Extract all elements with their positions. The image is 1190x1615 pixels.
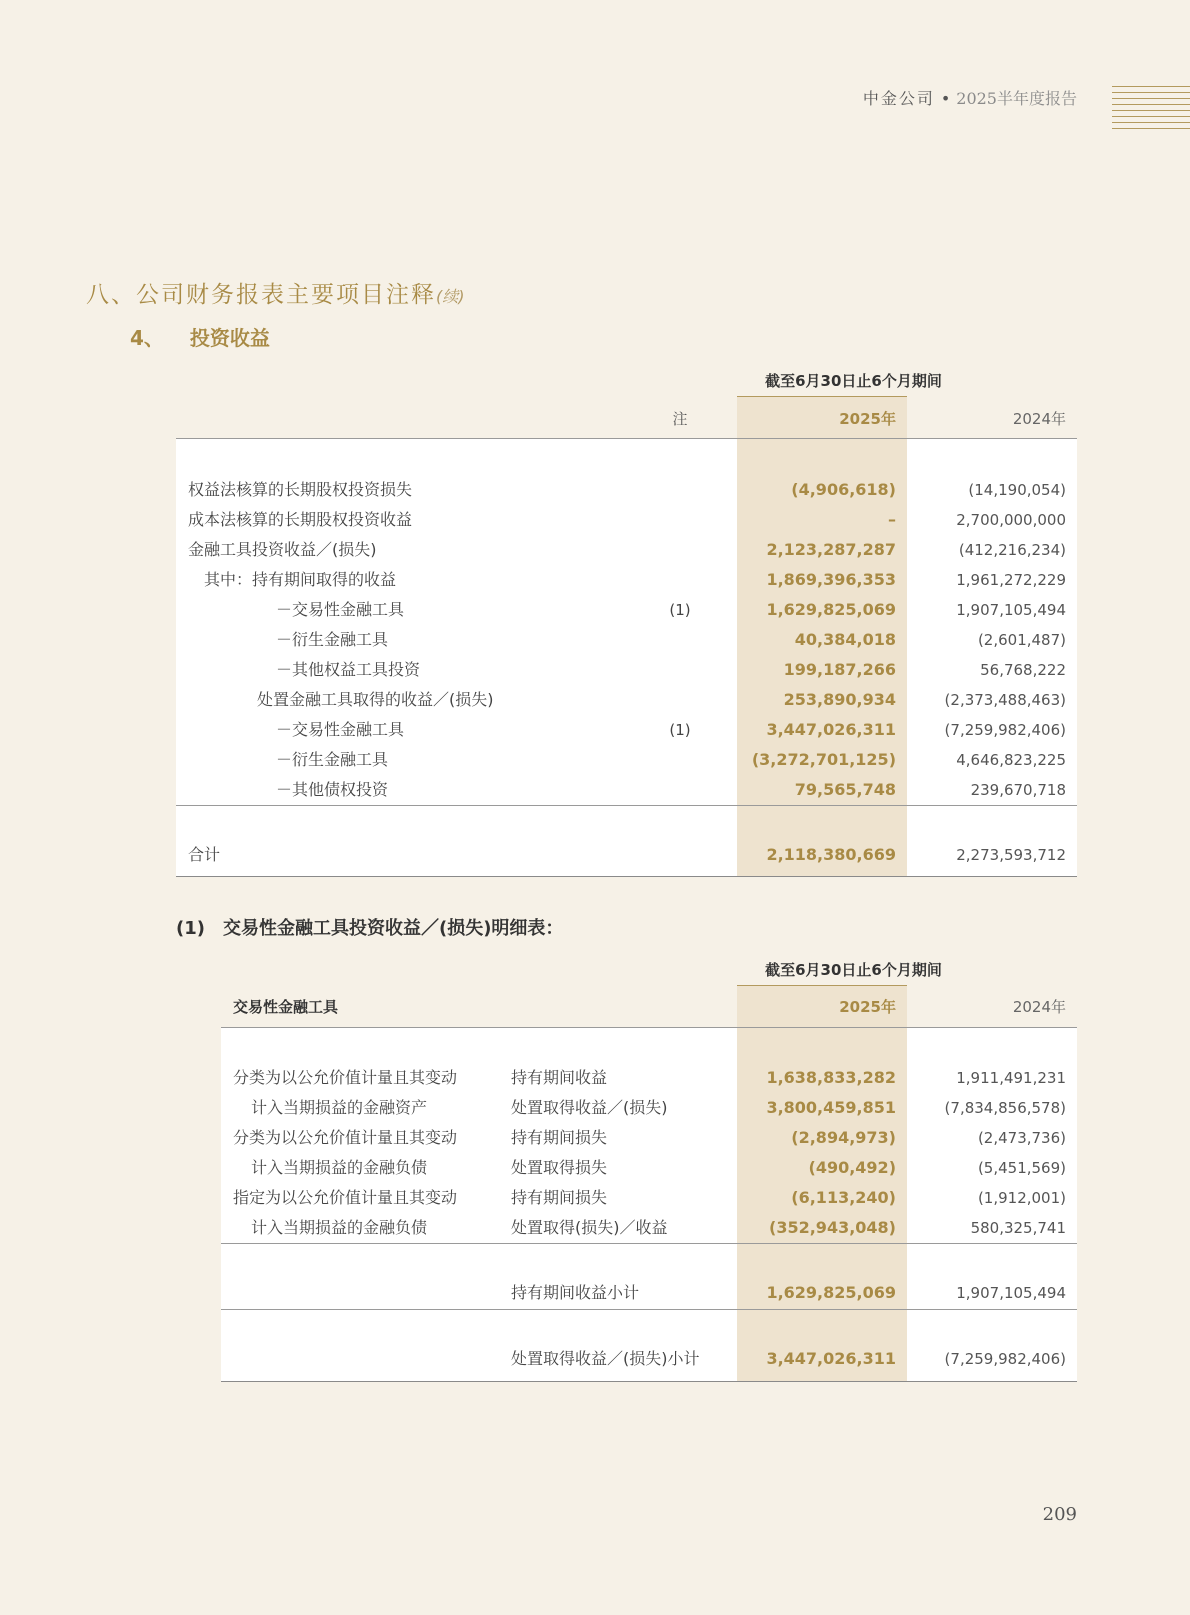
- row-label: 其中：持有期间取得的收益: [204, 570, 397, 589]
- row-value-2024: (1,912,001): [977, 1189, 1066, 1207]
- subtotal1-2024: 1,907,105,494: [956, 1284, 1066, 1302]
- table-row: [0, 775, 1190, 805]
- row-item: 持有期间收益: [511, 1068, 608, 1087]
- table-row: [0, 565, 1190, 595]
- subsection-number: 4、: [130, 326, 164, 350]
- table1-total-rule: [176, 805, 1077, 806]
- row-label: 成本法核算的长期股权投资收益: [188, 510, 413, 529]
- subtotal1-label: 持有期间收益小计: [511, 1283, 640, 1302]
- table2-col-2025: 2025年: [839, 998, 896, 1016]
- table1-period-header: 截至6月30日止6个月期间: [765, 372, 942, 390]
- table2-subtotal1-rule: [221, 1243, 1077, 1244]
- table-row: [0, 1063, 1190, 1093]
- header-report: 2025半年度报告: [956, 89, 1077, 108]
- table1-bottom-rule: [176, 876, 1077, 877]
- total-2024: 2,273,593,712: [956, 846, 1066, 864]
- row-value-2024: 1,911,491,231: [956, 1069, 1066, 1087]
- row-label: －交易性金融工具: [276, 600, 405, 619]
- row-value-2024: (2,601,487): [977, 631, 1066, 649]
- row-value-2025: 199,187,266: [783, 660, 896, 679]
- table2-subtotal2-row: [0, 1344, 1190, 1374]
- subtotal2-2024: (7,259,982,406): [944, 1350, 1066, 1368]
- row-category: 指定为以公允价值计量且其变动: [233, 1188, 458, 1207]
- row-value-2025: 3,447,026,311: [766, 720, 896, 739]
- table2-col-2024: 2024年: [1012, 998, 1066, 1016]
- row-value-2024: (5,451,569): [977, 1159, 1066, 1177]
- row-value-2024: 239,670,718: [970, 781, 1066, 799]
- row-category: 分类为以公允价值计量且其变动: [233, 1128, 458, 1147]
- table2-header-label: 交易性金融工具: [233, 998, 339, 1016]
- row-value-2025: (3,272,701,125): [751, 750, 896, 769]
- table-row: [0, 505, 1190, 535]
- running-header: [863, 86, 1077, 109]
- row-value-2025: 40,384,018: [794, 630, 896, 649]
- row-value-2024: (14,190,054): [968, 481, 1066, 499]
- row-note: (1): [669, 721, 691, 739]
- row-category: 计入当期损益的金融负债: [251, 1218, 428, 1237]
- table-row: [0, 745, 1190, 775]
- row-item: 处置取得收益／(损失): [511, 1098, 668, 1117]
- header-company: 中金公司: [862, 89, 935, 108]
- row-value-2025: 1,638,833,282: [766, 1068, 896, 1087]
- table-row: [0, 1183, 1190, 1213]
- row-note: (1): [669, 601, 691, 619]
- table1-note-header: 注: [672, 410, 688, 428]
- row-value-2025: 2,123,287,287: [766, 540, 896, 559]
- row-label: －衍生金融工具: [276, 750, 389, 769]
- row-label: －衍生金融工具: [276, 630, 389, 649]
- row-value-2024: 580,325,741: [970, 1219, 1066, 1237]
- table1-total-row: [0, 840, 1190, 870]
- table-row: [0, 535, 1190, 565]
- total-2025: 2,118,380,669: [766, 845, 896, 864]
- table1-col-2025: 2025年: [839, 410, 896, 428]
- row-label: －其他债权投资: [276, 780, 389, 799]
- sub1-title-text: 交易性金融工具投资收益／(损失)明细表：: [222, 918, 564, 939]
- section-title-text: 八、公司财务报表主要项目注释: [86, 282, 436, 308]
- table-row: [0, 475, 1190, 505]
- table-row: [0, 625, 1190, 655]
- row-category: 计入当期损益的金融负债: [251, 1158, 428, 1177]
- row-value-2024: 2,700,000,000: [956, 511, 1066, 529]
- row-value-2024: 1,961,272,229: [956, 571, 1066, 589]
- row-value-2025: 253,890,934: [783, 690, 896, 709]
- row-item: 处置取得(损失)／收益: [511, 1218, 668, 1237]
- subtotal1-2025: 1,629,825,069: [766, 1283, 896, 1302]
- table-row: [0, 1213, 1190, 1243]
- row-label: －交易性金融工具: [276, 720, 405, 739]
- row-value-2025: 3,800,459,851: [766, 1098, 896, 1117]
- sub1-title: [176, 914, 563, 940]
- row-value-2025: (2,894,973): [791, 1128, 896, 1147]
- row-item: 持有期间损失: [511, 1128, 608, 1147]
- subtotal2-2025: 3,447,026,311: [766, 1349, 896, 1368]
- row-label: 处置金融工具取得的收益／(损失): [257, 690, 494, 709]
- row-category: 分类为以公允价值计量且其变动: [233, 1068, 458, 1087]
- header-separator: •: [940, 89, 951, 108]
- row-label: －其他权益工具投资: [276, 660, 421, 679]
- row-label: 金融工具投资收益／(损失): [188, 540, 377, 559]
- section-title: [86, 276, 465, 309]
- row-item: 持有期间损失: [511, 1188, 608, 1207]
- row-value-2024: (2,373,488,463): [944, 691, 1066, 709]
- table1-col-2024: 2024年: [1012, 410, 1066, 428]
- row-value-2025: (4,906,618): [791, 480, 896, 499]
- row-value-2024: 56,768,222: [980, 661, 1066, 679]
- page-number: 209: [1042, 1504, 1077, 1525]
- table2-period-header: 截至6月30日止6个月期间: [765, 961, 942, 979]
- total-label: 合计: [188, 845, 221, 864]
- table2-subtotal2-rule: [221, 1309, 1077, 1310]
- row-value-2024: 1,907,105,494: [956, 601, 1066, 619]
- row-value-2024: (2,473,736): [977, 1129, 1066, 1147]
- row-item: 处置取得损失: [511, 1158, 608, 1177]
- row-value-2025: –: [888, 510, 896, 529]
- row-value-2025: 1,869,396,353: [766, 570, 896, 589]
- table-row: [0, 655, 1190, 685]
- table-row: [0, 595, 1190, 625]
- section-continued: (续): [436, 287, 465, 306]
- subsection-title: [130, 322, 270, 351]
- table-row: [0, 715, 1190, 745]
- header-decoration-lines: [1112, 86, 1190, 134]
- table-row: [0, 685, 1190, 715]
- row-value-2025: 1,629,825,069: [766, 600, 896, 619]
- row-value-2025: (352,943,048): [769, 1218, 896, 1237]
- table-row: [0, 1153, 1190, 1183]
- subtotal2-label: 处置取得收益／(损失)小计: [511, 1349, 700, 1368]
- row-value-2025: (6,113,240): [791, 1188, 896, 1207]
- row-value-2024: 4,646,823,225: [956, 751, 1066, 769]
- table2-subtotal1-row: [0, 1278, 1190, 1308]
- row-value-2024: (7,259,982,406): [944, 721, 1066, 739]
- table-row: [0, 1093, 1190, 1123]
- row-category: 计入当期损益的金融资产: [251, 1098, 428, 1117]
- subsection-title-text: 投资收益: [189, 326, 270, 350]
- table-row: [0, 1123, 1190, 1153]
- row-value-2025: 79,565,748: [794, 780, 896, 799]
- row-value-2024: (412,216,234): [958, 541, 1066, 559]
- table2-bottom-rule: [221, 1381, 1077, 1382]
- row-value-2025: (490,492): [808, 1158, 896, 1177]
- row-value-2024: (7,834,856,578): [944, 1099, 1066, 1117]
- row-label: 权益法核算的长期股权投资损失: [188, 480, 413, 499]
- sub1-number: (1): [176, 918, 205, 939]
